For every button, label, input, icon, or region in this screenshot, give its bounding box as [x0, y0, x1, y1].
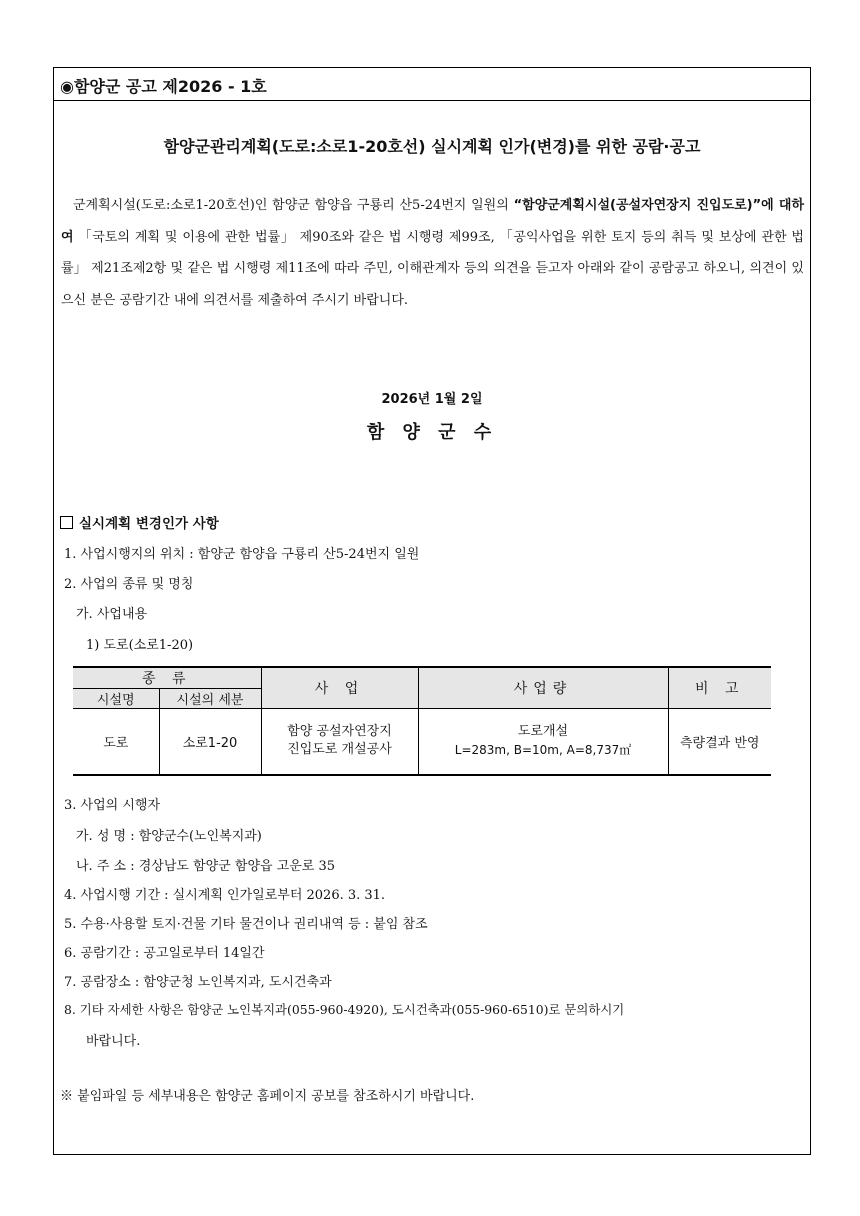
item-6: 6. 공람기간 : 공고일로부터 14일간	[64, 946, 265, 961]
cell-project	[261, 709, 418, 775]
item-8: 8. 기타 자세한 사항은 함양군 노인복지과(055-960-4920), 도시건축과(055-960-6510)로 문의하시기	[64, 1002, 625, 1017]
header-kind: 종 류	[73, 667, 261, 689]
notice-frame	[53, 67, 811, 1155]
section-title	[60, 512, 219, 532]
item-1: 1. 사업시행지의 위치 : 함양군 함양읍 구룡리 산5-24번지 일원	[64, 547, 420, 562]
item-3: 3. 사업의 시행자	[64, 798, 161, 813]
item-3a: 가. 성 명 : 함양군수(노인복지과)	[76, 829, 262, 844]
cell-facility: 도로	[73, 709, 159, 775]
header-project: 사 업	[261, 667, 418, 709]
notice-title: 함양군관리계획(도로:소로1-20호선) 실시계획 인가(변경)를 위한 공람·공고	[163, 137, 701, 156]
item-2a: 가. 사업내용	[76, 607, 148, 622]
table-row	[73, 709, 771, 775]
footnote: ※ 붙임파일 등 세부내용은 함양군 홈페이지 공보를 참조하시기 바랍니다.	[60, 1089, 475, 1104]
item-8-cont: 바랍니다.	[86, 1034, 141, 1049]
notice-date: 2026년 1월 2일	[381, 392, 483, 407]
header-detail: 시설의 세분	[159, 689, 261, 709]
item-2: 2. 사업의 종류 및 명칭	[64, 577, 194, 592]
header-facility: 시설명	[73, 689, 159, 709]
body-bold: “함양군계획시설(공설자연장지 진입도로)”에 대하여	[61, 198, 804, 245]
cell-amount	[418, 709, 668, 775]
item-7: 7. 공람장소 : 함양군청 노인복지과, 도시건축과	[64, 975, 332, 990]
project-line1: 함양 공설자연장지	[287, 724, 392, 740]
body-part1: 군계획시설(도로:소로1-20호선)인 함양군 함양읍 구룡리 산5-24번지 일원의	[73, 198, 514, 213]
cell-note: 측량결과 반영	[668, 709, 771, 775]
section-title-text: 실시계획 변경인가 사항	[79, 516, 219, 532]
body-part2: 「국토의 계획 및 이용에 관한 법률」 제90조와 같은 법 시행령 제99조, 「공익사업을 위한 토지 등의 취득 및 보상에 관한 법률」 제21조제2항 및 같은 법 시행령 제11조에 따라 주민, 이해관계자 등의 의견을 듣고자 아래와 같이 공람공고 하오니, 의견이 있으신 분은 공람기간 내에 의견서를 제출하여 주시기 바랍니다.	[61, 229, 804, 308]
checkbox-icon	[60, 516, 73, 529]
item-4: 4. 사업시행 기간 : 실시계획 인가일로부터 2026. 3. 31.	[64, 888, 386, 903]
header-divider	[54, 100, 810, 101]
project-line2: 진입도로 개설공사	[287, 742, 392, 758]
amount-line2: L=283m, B=10m, A=8,737㎡	[454, 743, 632, 758]
header-amount: 사업량	[418, 667, 668, 709]
cell-detail: 소로1-20	[159, 709, 261, 775]
item-3b: 나. 주 소 : 경상남도 함양군 함양읍 고운로 35	[76, 859, 336, 874]
notice-body	[61, 190, 804, 316]
project-table	[73, 666, 771, 776]
notice-number: ◉함양군 공고 제2026 - 1호	[60, 77, 267, 96]
amount-line1: 도로개설	[517, 724, 569, 740]
issuer: 함 양 군 수	[366, 422, 498, 443]
header-note: 비 고	[668, 667, 771, 709]
item-2a1: 1) 도로(소로1-20)	[86, 638, 194, 653]
item-5: 5. 수용·사용할 토지·건물 기타 물건이나 권리내역 등 : 붙임 참조	[64, 917, 428, 932]
